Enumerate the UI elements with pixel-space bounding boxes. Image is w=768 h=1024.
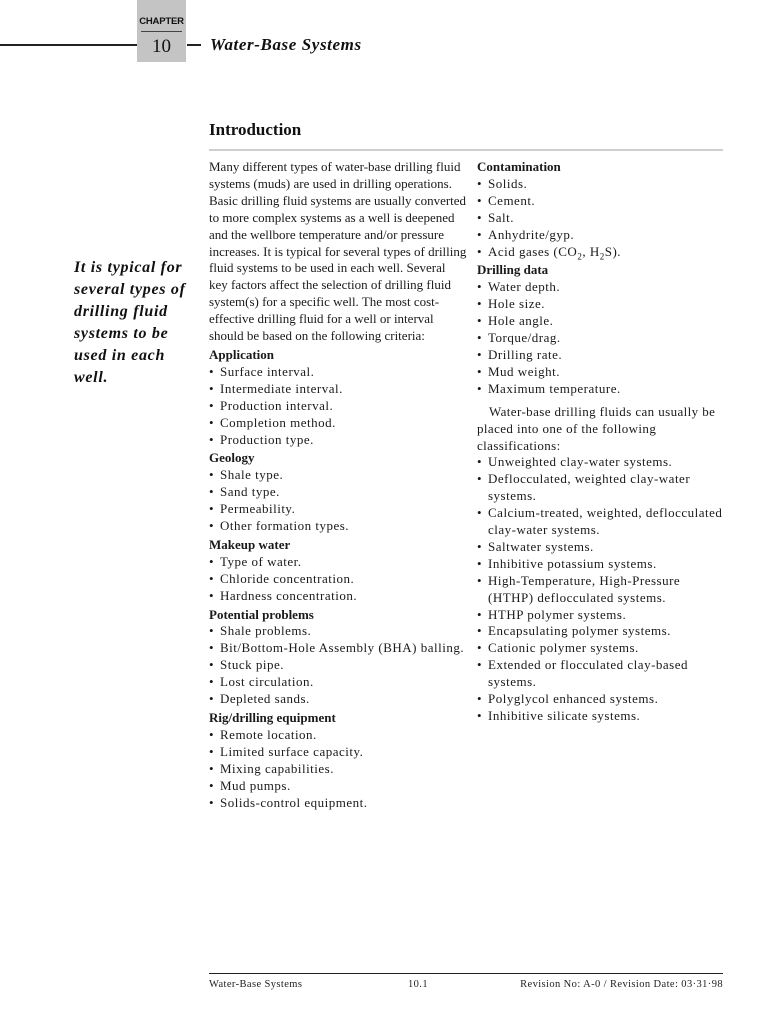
list-item: • Stuck pipe.: [209, 657, 467, 674]
h2s-subscript: 2: [599, 251, 605, 262]
list-item: • Cement.: [477, 193, 727, 210]
list-item: • Solids.: [477, 176, 727, 193]
list-item: • Polyglycol enhanced systems.: [477, 691, 727, 708]
list-item: • Inhibitive potassium systems.: [477, 556, 727, 573]
left-column: [209, 159, 467, 811]
list-item: • Other formation types.: [209, 518, 467, 535]
acid-gases-suffix: S).: [604, 243, 622, 259]
list-item: • Type of water.: [209, 554, 467, 571]
list-item: • Intermediate interval.: [209, 381, 467, 398]
section-heading: Introduction: [209, 120, 302, 139]
list-item: • Cationic polymer systems.: [477, 640, 727, 657]
right-column: [477, 159, 727, 725]
list-item: • Solids-control equipment.: [209, 795, 467, 812]
contamination-heading: Contamination: [477, 159, 561, 174]
rig-equipment-list: [209, 727, 467, 812]
header-rule-left: [0, 44, 137, 46]
classification-list: [477, 454, 727, 725]
chapter-title: Water-Base Systems: [210, 35, 362, 54]
list-item: • Mixing capabilities.: [209, 761, 467, 778]
application-list: [209, 364, 467, 449]
rig-equipment-heading: Rig/drilling equipment: [209, 710, 336, 725]
list-item: • Mud weight.: [477, 364, 727, 381]
list-item: • Shale problems.: [209, 623, 467, 640]
list-item: • Inhibitive silicate systems.: [477, 708, 727, 725]
list-item: • Completion method.: [209, 415, 467, 432]
sidebar-pull-quote: It is typical for several types of drilling fluid systems to be used in each well.: [74, 259, 186, 386]
application-heading: Application: [209, 346, 275, 362]
list-item: • Limited surface capacity.: [209, 744, 467, 761]
page-number: 10.1: [408, 979, 428, 990]
list-item: • Salt.: [477, 210, 727, 227]
list-item: • Calcium-treated, weighted, deflocculated clay-water systems.: [477, 505, 727, 539]
acid-gases-prefix: Acid gases (CO: [488, 243, 578, 259]
list-item: • Depleted sands.: [209, 691, 467, 708]
makeup-water-list: [209, 554, 467, 605]
list-item: • Hole size.: [477, 296, 727, 313]
list-item: • Production type.: [209, 432, 467, 449]
list-item: • Drilling rate.: [477, 347, 727, 364]
intro-paragraph: Many different types of water-base drilling fluid systems (muds) are used in drilling operations. Basic drilling fluid systems are usually converted to more complex systems as a well is deepened and the wellbore temperature and/or pressure increases. It is typical for several types of drilling fluid systems to be used in each well. Several key factors affect the selection of drilling fluid system(s) for a specific well. The most cost-effective drilling fluid for a well or interval should be based on the following criteria:: [209, 159, 467, 344]
header-rule-right: [187, 44, 201, 46]
list-item: • Lost circulation.: [209, 674, 467, 691]
list-item: • Production interval.: [209, 398, 467, 415]
list-item: • Water depth.: [477, 279, 727, 296]
potential-problems-heading: Potential problems: [209, 606, 314, 622]
footer-rule: [209, 973, 723, 974]
list-item: • Permeability.: [209, 501, 467, 518]
chapter-number: 10: [152, 36, 171, 57]
geology-heading: Geology: [209, 450, 255, 466]
list-item: • Torque/drag.: [477, 330, 727, 347]
list-item: • Saltwater systems.: [477, 539, 727, 556]
list-item: • Hole angle.: [477, 313, 727, 330]
list-item: • Encapsulating polymer systems.: [477, 623, 727, 640]
drilling-data-list: [477, 279, 727, 397]
list-item: • Deflocculated, weighted clay-water systems.: [477, 471, 727, 505]
chapter-label: CHAPTER: [139, 16, 184, 27]
heading-rule: [209, 149, 723, 151]
list-item: • Chloride concentration.: [209, 571, 467, 588]
chapter-divider: [141, 31, 182, 32]
footer-title: Water-Base Systems: [209, 979, 303, 990]
acid-gases-mid: , H: [582, 243, 600, 259]
geology-list: [209, 467, 467, 535]
co2-subscript: 2: [577, 251, 583, 262]
list-item: • Mud pumps.: [209, 778, 467, 795]
list-item: • Sand type.: [209, 484, 467, 501]
list-item: • Surface interval.: [209, 364, 467, 381]
contamination-list: [477, 176, 727, 261]
list-item: • Remote location.: [209, 727, 467, 744]
list-item: • HTHP polymer systems.: [477, 607, 727, 624]
potential-problems-list: [209, 623, 467, 708]
list-item: • Hardness concentration.: [209, 588, 467, 605]
drilling-data-heading: Drilling data: [477, 262, 549, 278]
chapter-tab: [137, 0, 186, 62]
classification-paragraph: Water-base drilling fluids can usually be placed into one of the following classifications:: [477, 403, 716, 453]
list-item: • Anhydrite/gyp.: [477, 227, 727, 244]
list-item: • Extended or flocculated clay-based systems.: [477, 657, 727, 691]
list-item: • Unweighted clay-water systems.: [477, 454, 727, 471]
list-item: • High-Temperature, High-Pressure (HTHP) deflocculated systems.: [477, 573, 727, 607]
revision-info: Revision No: A-0 / Revision Date: 03·31·98: [520, 979, 723, 990]
list-item-acid-gases: [477, 244, 727, 261]
list-item: • Shale type.: [209, 467, 467, 484]
makeup-water-heading: Makeup water: [209, 536, 291, 552]
list-item: • Bit/Bottom-Hole Assembly (BHA) balling.: [209, 640, 467, 657]
list-item: • Maximum temperature.: [477, 381, 727, 398]
